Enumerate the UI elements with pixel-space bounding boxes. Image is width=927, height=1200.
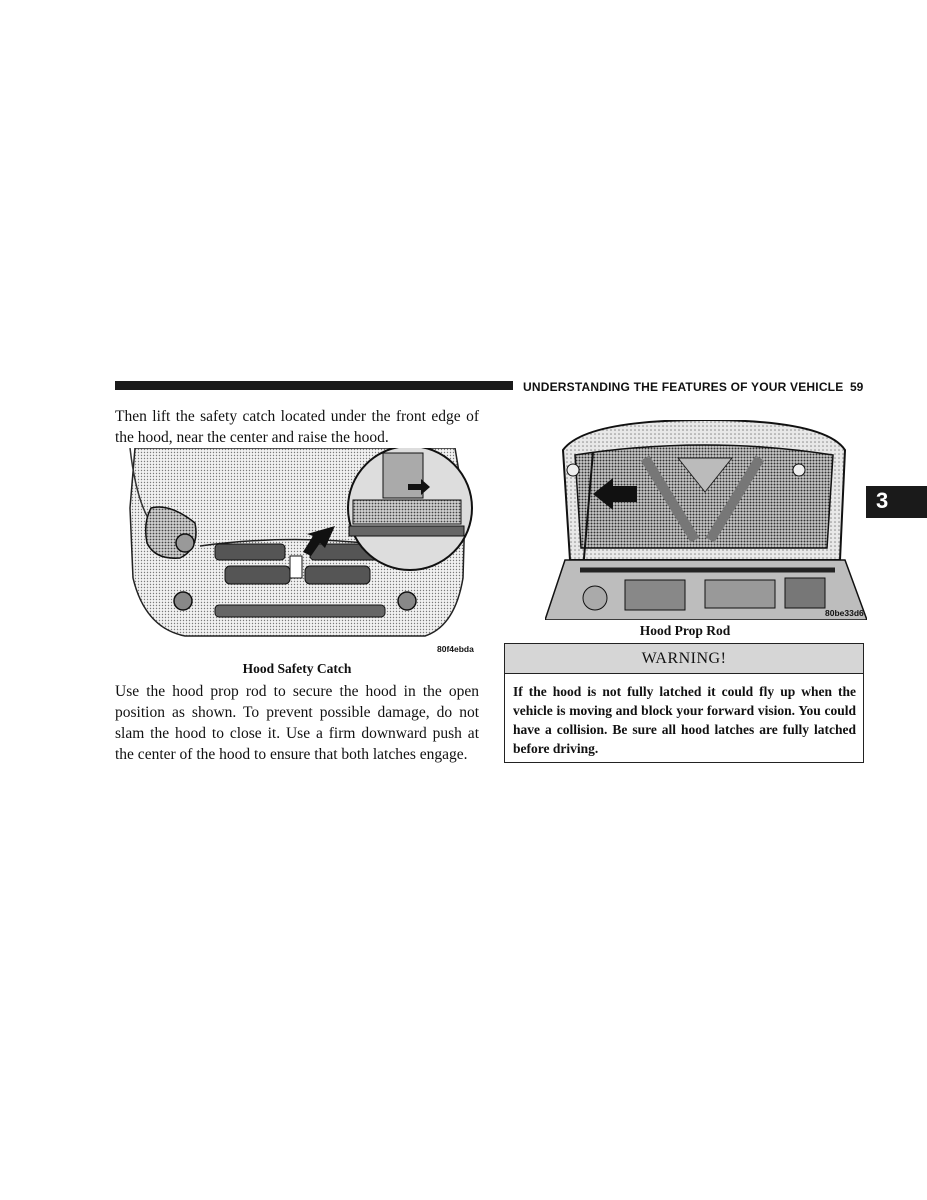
warning-title: WARNING! <box>505 644 863 674</box>
body-paragraph: Use the hood prop rod to secure the hood in the open position as shown. To prevent possible damage, do not slam the hood to close it. Use a firm downward push at the center of the hood to ensure that both latches engage. <box>115 683 479 763</box>
figure-caption: Hood Safety Catch <box>242 661 352 676</box>
header-rule <box>115 381 513 390</box>
page-number: 59 <box>850 380 864 394</box>
intro-paragraph: Then lift the safety catch located under the front edge of the hood, near the center and raise the hood. <box>115 408 479 446</box>
figure-caption: Hood Prop Rod <box>639 623 731 638</box>
hood-safety-catch-illustration <box>125 448 477 640</box>
hood-prop-rod-illustration <box>545 420 867 620</box>
figure-code: 80f4ebda <box>437 644 474 654</box>
chapter-tab <box>866 486 927 518</box>
figure-code: 80be33d6 <box>825 608 864 618</box>
warning-box <box>504 643 864 763</box>
warning-text: If the hood is not fully latched it could fly up when the vehicle is moving and block your forward vision. You could have a collision. Be sure all hood latches are fully latched before driving. <box>513 684 856 756</box>
running-header: UNDERSTANDING THE FEATURES OF YOUR VEHICLE <box>523 380 844 394</box>
chapter-number: 3 <box>876 488 889 513</box>
